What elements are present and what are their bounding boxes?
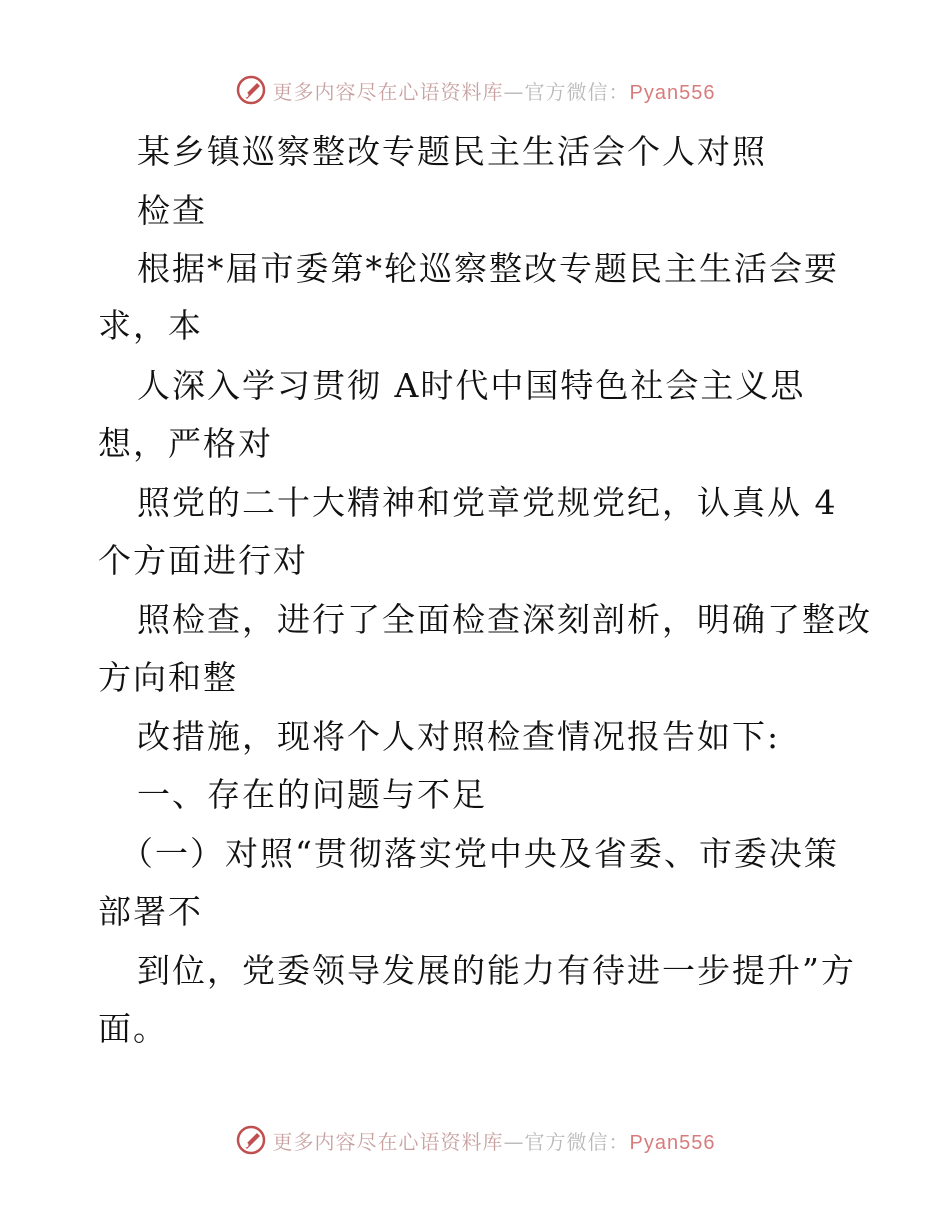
banner-dash: — xyxy=(503,79,525,104)
doc-line: 求，本 xyxy=(98,306,203,345)
banner-site: 更多内容尽在心语资料库 xyxy=(272,1129,504,1154)
doc-line: 照党的二十大精神和党章党规党纪，认真从 4 xyxy=(137,483,838,522)
banner-site: 更多内容尽在心语资料库 xyxy=(272,79,504,104)
banner-text xyxy=(273,1126,716,1155)
subsection-heading: （一）对照“贯彻落实党中央及省委、市委决策 xyxy=(120,834,839,873)
doc-line: 照检查，进行了全面检查深刻剖析，明确了整改 xyxy=(137,600,872,639)
doc-line: 人深入学习贯彻 A时代中国特色社会主义思 xyxy=(137,366,806,405)
doc-line: 部署不 xyxy=(98,892,203,931)
doc-line: 面。 xyxy=(98,1009,168,1048)
doc-line: 根据*届市委第*轮巡察整改专题民主生活会要 xyxy=(137,249,839,288)
doc-line: 方向和整 xyxy=(98,658,238,697)
doc-line: 到位，党委领导发展的能力有待进一步提升”方 xyxy=(137,951,856,990)
banner-wechat-id: Pyan556 xyxy=(629,1131,716,1154)
logo-icon xyxy=(235,1124,267,1156)
doc-line: 个方面进行对 xyxy=(98,541,308,580)
banner-wechat-label: 官方微信： xyxy=(524,1129,630,1154)
doc-line: 检查 xyxy=(137,191,207,230)
doc-line: 某乡镇巡察整改专题民主生活会个人对照 xyxy=(137,132,767,171)
banner-text xyxy=(273,76,716,105)
banner-wechat-id: Pyan556 xyxy=(629,81,716,104)
footer-banner xyxy=(0,1120,950,1160)
section-heading: 一、存在的问题与不足 xyxy=(137,775,487,814)
doc-line: 想，严格对 xyxy=(98,424,273,463)
header-banner xyxy=(0,70,950,110)
banner-dash: — xyxy=(503,1129,525,1154)
doc-line: 改措施，现将个人对照检查情况报告如下: xyxy=(137,717,781,756)
banner-wechat-label: 官方微信： xyxy=(524,79,630,104)
logo-icon xyxy=(235,74,267,106)
